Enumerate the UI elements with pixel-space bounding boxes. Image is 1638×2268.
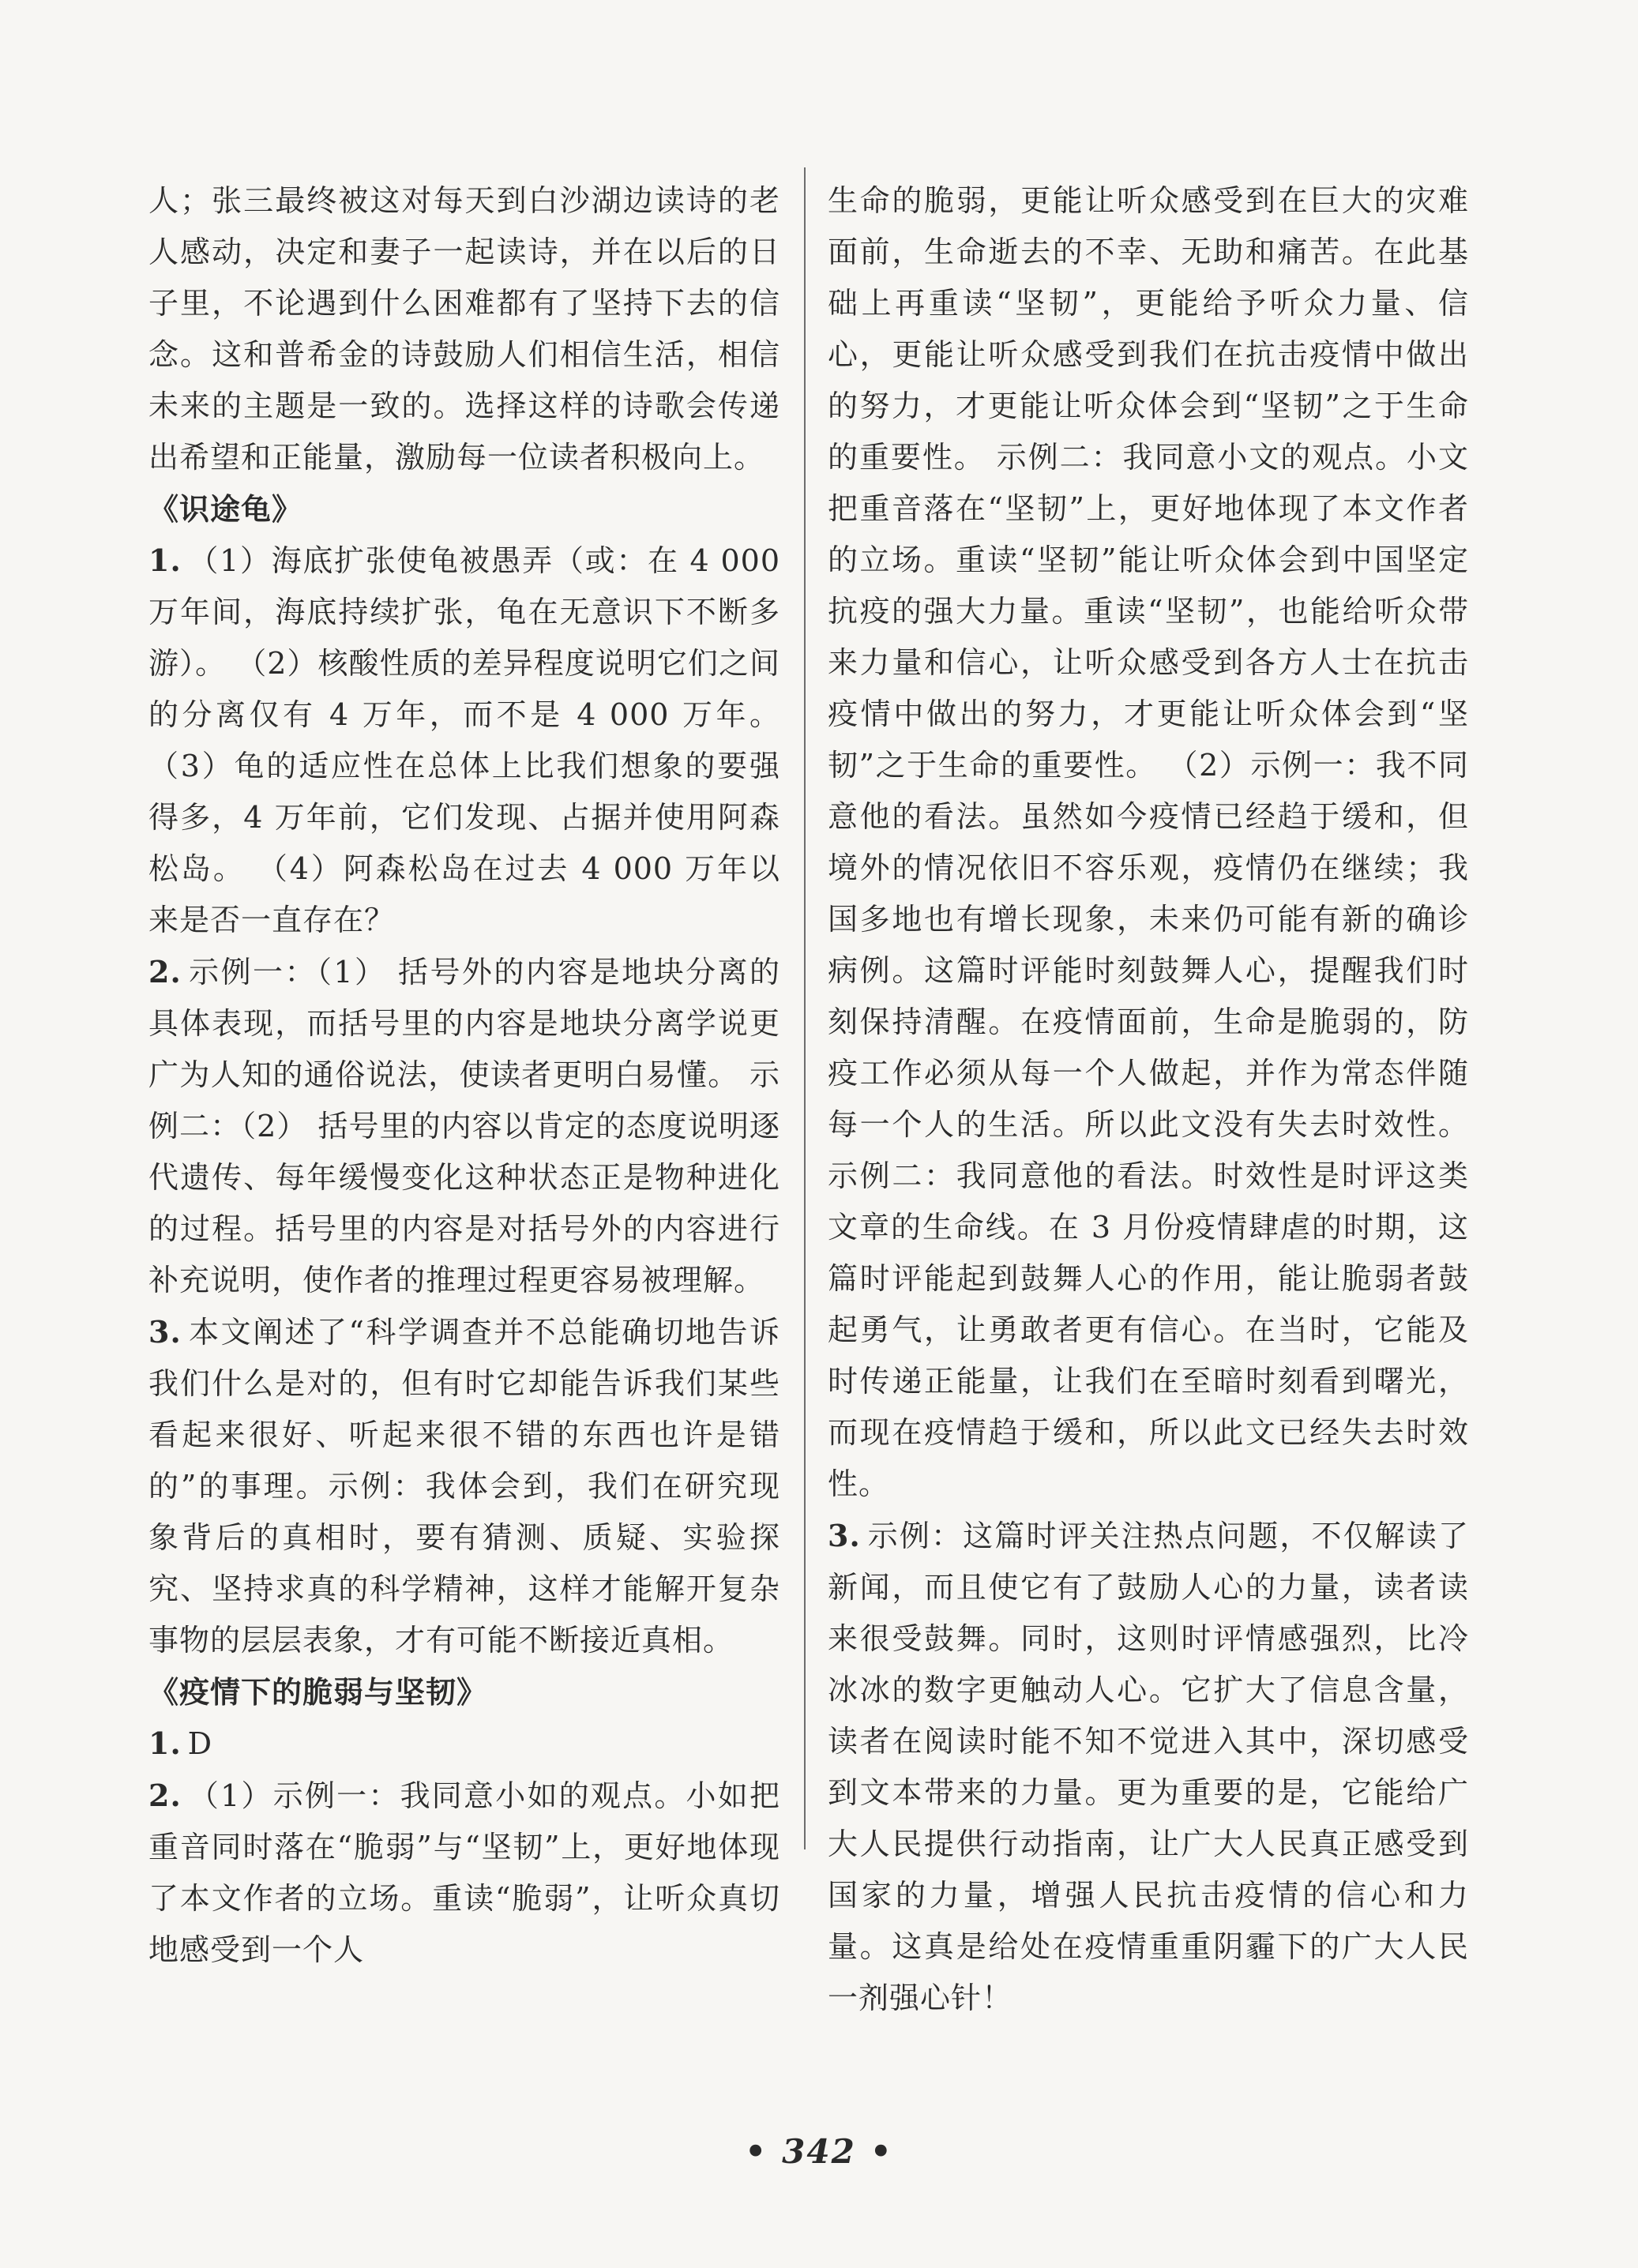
answer-text: （1）海底扩张使龟被愚弄（或：在 4 000 万年间，海底持续扩张，龟在无意识下不断多游）。 （2）核酸性质的差异程度说明它们之间的分离仅有 4 万年，而不是 4 000 万年。 （3）龟的适应性在总体上比我们想象的要强得多，4 万年前，它们发现、占据并使用阿森松岛。 （4）阿森松岛在过去 4 000 万年以来是否一直存在？: [148, 543, 780, 937]
section-title-yiqing: 《疫情下的脆弱与坚韧》: [148, 1674, 488, 1710]
column-divider: [804, 167, 806, 1849]
right-column: [828, 175, 1469, 2024]
answer-number: 3.: [148, 1314, 182, 1350]
continued-paragraph: 生命的脆弱，更能让听众感受到在巨大的灾难面前，生命逝去的不幸、无助和痛苦。在此基础上再重读“坚韧”，更能给予听众力量、信心，更能让听众感受到我们在抗击疫情中做出的努力，才更能让听众体会到“坚韧”之于生命的重要性。 示例二：我同意小文的观点。小文把重音落在“坚韧”上，更好地体现了本文作者的立场。重读“坚韧”能让听众体会到中国坚定抗疫的强大力量。重读“坚韧”，也能给听众带来力量和信心，让听众感受到各方人士在抗击疫情中做出的努力，才更能让听众体会到“坚韧”之于生命的重要性。 （2）示例一：我不同意他的看法。虽然如今疫情已经趋于缓和，但境外的情况依旧不容乐观，疫情仍在继续；我国多地也有增长现象，未来仍可能有新的确诊病例。这篇时评能时刻鼓舞人心，提醒我们时刻保持清醒。在疫情面前，生命是脆弱的，防疫工作必须从每一个人做起，并作为常态伴随每一个人的生活。所以此文没有失去时效性。 示例二：我同意他的看法。时效性是时评这类文章的生命线。在 3 月份疫情肆虐的时期，这篇时评能起到鼓舞人心的作用，能让脆弱者鼓起勇气，让勇敢者更有信心。在当时，它能及时传递正能量，让我们在至暗时刻看到曙光，而现在疫情趋于缓和，所以此文已经失去时效性。: [828, 183, 1469, 1501]
page-number-text: 342: [782, 2132, 856, 2171]
intro-paragraph: 人；张三最终被这对每天到白沙湖边读诗的老人感动，决定和妻子一起读诗，并在以后的日子里，不论遇到什么困难都有了坚持下去的信念。这和普希金的诗鼓励人们相信生活，相信未来的主题是一致的。选择这样的诗歌会传递出希望和正能量，激励每一位读者积极向上。: [148, 183, 780, 475]
answer-number: 1.: [148, 1725, 182, 1761]
answer-number: 2.: [148, 954, 182, 989]
answer-text: （1）示例一：我同意小如的观点。小如把重音同时落在“脆弱”与“坚韧”上，更好地体现了本文作者的立场。重读“脆弱”，让听众真切地感受到一个人: [148, 1778, 780, 1967]
answer-item: [148, 535, 780, 946]
page-number: [0, 2132, 1638, 2171]
answer-item: [828, 1510, 1469, 2024]
left-column: [148, 175, 780, 1976]
section-title-shitugui: 《识途龟》: [148, 491, 303, 527]
bullet-icon: •: [870, 2132, 893, 2171]
answer-text: 示例一：（1） 括号外的内容是地块分离的具体表现，而括号里的内容是地块分离学说更广为人知的通俗说法，使读者更明白易懂。 示例二：（2） 括号里的内容以肯定的态度说明逐代遗传、每年缓慢变化这种状态正是物种进化的过程。括号里的内容是对括号外的内容进行补充说明，使作者的推理过程更容易被理解。: [148, 955, 780, 1297]
answer-item: [148, 1306, 780, 1666]
answer-number: 3.: [828, 1518, 861, 1553]
answer-item: [148, 1718, 780, 1770]
answer-item: [148, 1770, 780, 1976]
answer-text: 本文阐述了“科学调查并不总能确切地告诉我们什么是对的，但有时它却能告诉我们某些看起来很好、听起来很不错的东西也许是错的”的事理。示例：我体会到，我们在研究现象背后的真相时，要有猜测、质疑、实验探究、坚持求真的科学精神，这样才能解开复杂事物的层层表象，才有可能不断接近真相。: [148, 1315, 780, 1658]
answer-text: 示例：这篇时评关注热点问题，不仅解读了新闻，而且使它有了鼓励人心的力量，读者读来很受鼓舞。同时，这则时评情感强烈，比冷冰冰的数字更触动人心。它扩大了信息含量，读者在阅读时能不知不觉进入其中，深切感受到文本带来的力量。更为重要的是，它能给广大人民提供行动指南，让广大人民真正感受到国家的力量，增强人民抗击疫情的信心和力量。这真是给处在疫情重重阴霾下的广大人民一剂强心针！: [828, 1519, 1469, 2015]
bullet-icon: •: [745, 2132, 768, 2171]
answer-number: 1.: [148, 543, 182, 578]
answer-item: [148, 946, 780, 1306]
answer-number: 2.: [148, 1778, 182, 1813]
answer-text: D: [187, 1726, 213, 1761]
